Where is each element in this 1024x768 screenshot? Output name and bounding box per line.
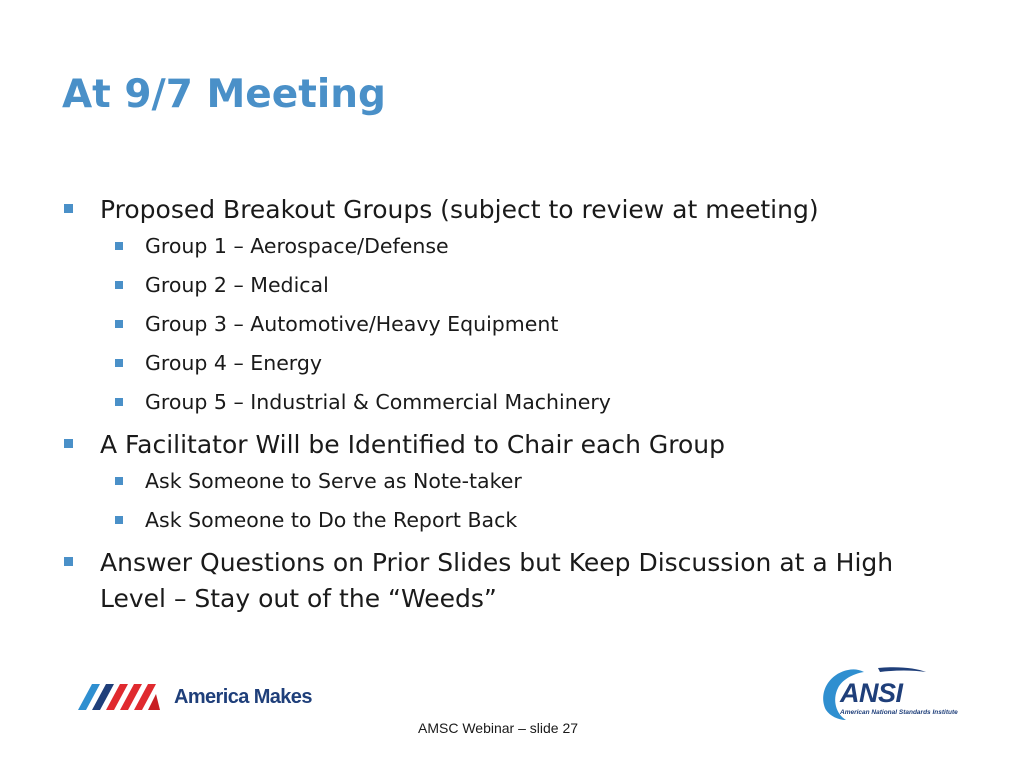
bullet-item [62,545,962,617]
sub-bullet-text: Group 4 – Energy [145,351,323,375]
square-bullet-icon [115,398,123,406]
sub-bullet-item [62,467,962,496]
sub-bullet-item [62,349,962,378]
square-bullet-icon [115,242,123,250]
ansi-full-name: American National Standards Institute [840,709,958,716]
sub-bullet-item [62,506,962,535]
sub-bullet-text: Group 5 – Industrial & Commercial Machinery [145,390,611,414]
slide-title: At 9/7 Meeting [62,72,386,117]
ansi-logo [818,664,978,724]
sub-bullet-item [62,310,962,339]
square-bullet-icon [64,439,73,448]
square-bullet-icon [115,477,123,485]
square-bullet-icon [64,204,73,213]
square-bullet-icon [115,281,123,289]
bullet-item [62,192,962,228]
america-makes-logo [78,680,318,714]
sub-bullet-list [62,467,962,535]
sub-bullet-item [62,232,962,261]
slide-content [62,192,962,621]
bullet-item [62,427,962,463]
sub-bullet-text: Ask Someone to Serve as Note-taker [145,469,522,493]
ansi-wordmark: ANSI [840,678,903,708]
america-makes-logo-icon [78,682,168,712]
square-bullet-icon [115,516,123,524]
sub-bullet-item [62,388,962,417]
bullet-text: Proposed Breakout Groups (subject to review at meeting) [100,195,819,224]
america-makes-wordmark: America Makes [174,686,312,708]
bullet-text: Answer Questions on Prior Slides but Keep Discussion at a High Level – Stay out of the “Weeds” [100,548,894,613]
slide-footer: AMSC Webinar – slide 27 [418,720,579,736]
square-bullet-icon [115,320,123,328]
bullet-text: A Facilitator Will be Identified to Chair each Group [100,430,725,459]
sub-bullet-text: Group 3 – Automotive/Heavy Equipment [145,312,559,336]
sub-bullet-item [62,271,962,300]
square-bullet-icon [64,557,73,566]
sub-bullet-text: Ask Someone to Do the Report Back [145,508,518,532]
square-bullet-icon [115,359,123,367]
sub-bullet-text: Group 1 – Aerospace/Defense [145,234,449,258]
sub-bullet-text: Group 2 – Medical [145,273,329,297]
sub-bullet-list [62,232,962,417]
